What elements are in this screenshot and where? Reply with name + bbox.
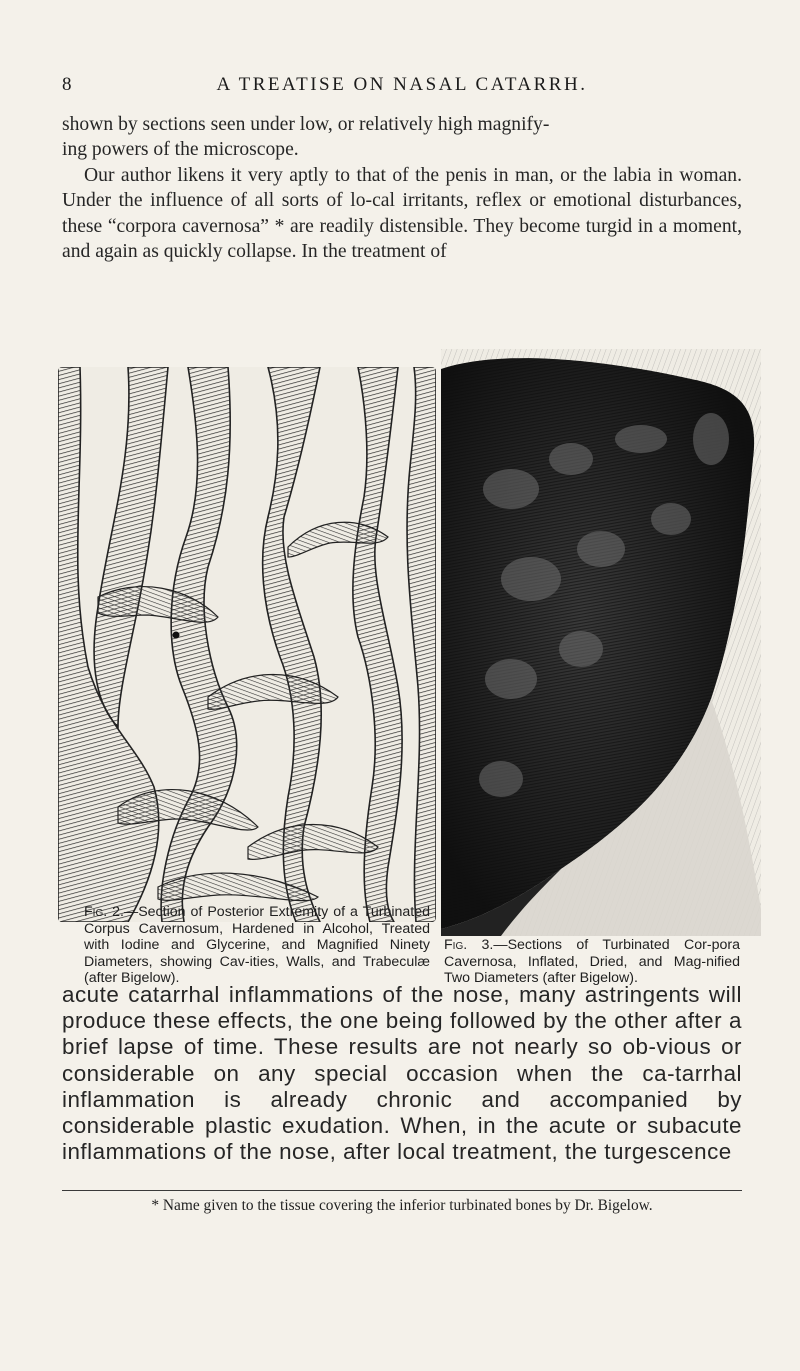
figure-3-caption (444, 937, 740, 987)
page-number: 8 (62, 74, 74, 95)
text-line-1: shown by sections seen under low, or relatively high magnify- (62, 114, 550, 135)
footnote: * Name given to the tissue covering the inferior turbinated bones by Dr. Bigelow. (151, 1197, 653, 1214)
paragraph-3: acute catarrhal inflammations of the nose, many astringents will produce these effects, the one being followed by the other after a brief lapse of time. These results are not nearly so ob-vious or considerable on any special occasion when the ca-tarrhal inflammation is already chronic and accompanied by considerable plastic exudation. When, in the acute or subacute inflammations of the nose, after local treatment, the turgescence (62, 982, 742, 1165)
text-line-2: ing powers of the microscope. (62, 139, 299, 161)
figure-3-label: Fig. 3. (444, 937, 494, 953)
figure-2-caption-text: —Section of Posterior Extremity of a Turbinated Corpus Cavernosum, Hardened in Alcohol, Treated with Iodine and Glycerine, and Magnified Ninety Diameters, showing Cav-ities, Walls, and Trabeculæ (after Bigelow). (84, 904, 430, 987)
figure-3-caption-text: —Sections of Turbinated Cor-pora Cavernosa, Inflated, Dried, and Mag-nified Two Diameters (after Bigelow). (444, 937, 740, 987)
body-text-top (62, 112, 742, 264)
figure-2-label: Fig. 2. (84, 904, 124, 920)
figure-3-engraving (441, 349, 761, 936)
footnote-rule (62, 1190, 742, 1191)
paragraph-2: Our author likens it very aptly to that of the penis in man, or the labia in woman. Under the influence of all sorts of lo-cal irritants, reflex or emotional disturbances, these “corpora cavernosa” * are readily distensible. They become turgid in a moment, and again as quickly collapse. In the treatment of (62, 164, 742, 263)
page-header (62, 74, 742, 104)
figure-2-caption (84, 904, 430, 987)
running-title: A TREATISE ON NASAL CATARRH. (216, 74, 588, 95)
body-text-main (62, 982, 742, 1165)
figure-2-engraving (58, 367, 436, 922)
